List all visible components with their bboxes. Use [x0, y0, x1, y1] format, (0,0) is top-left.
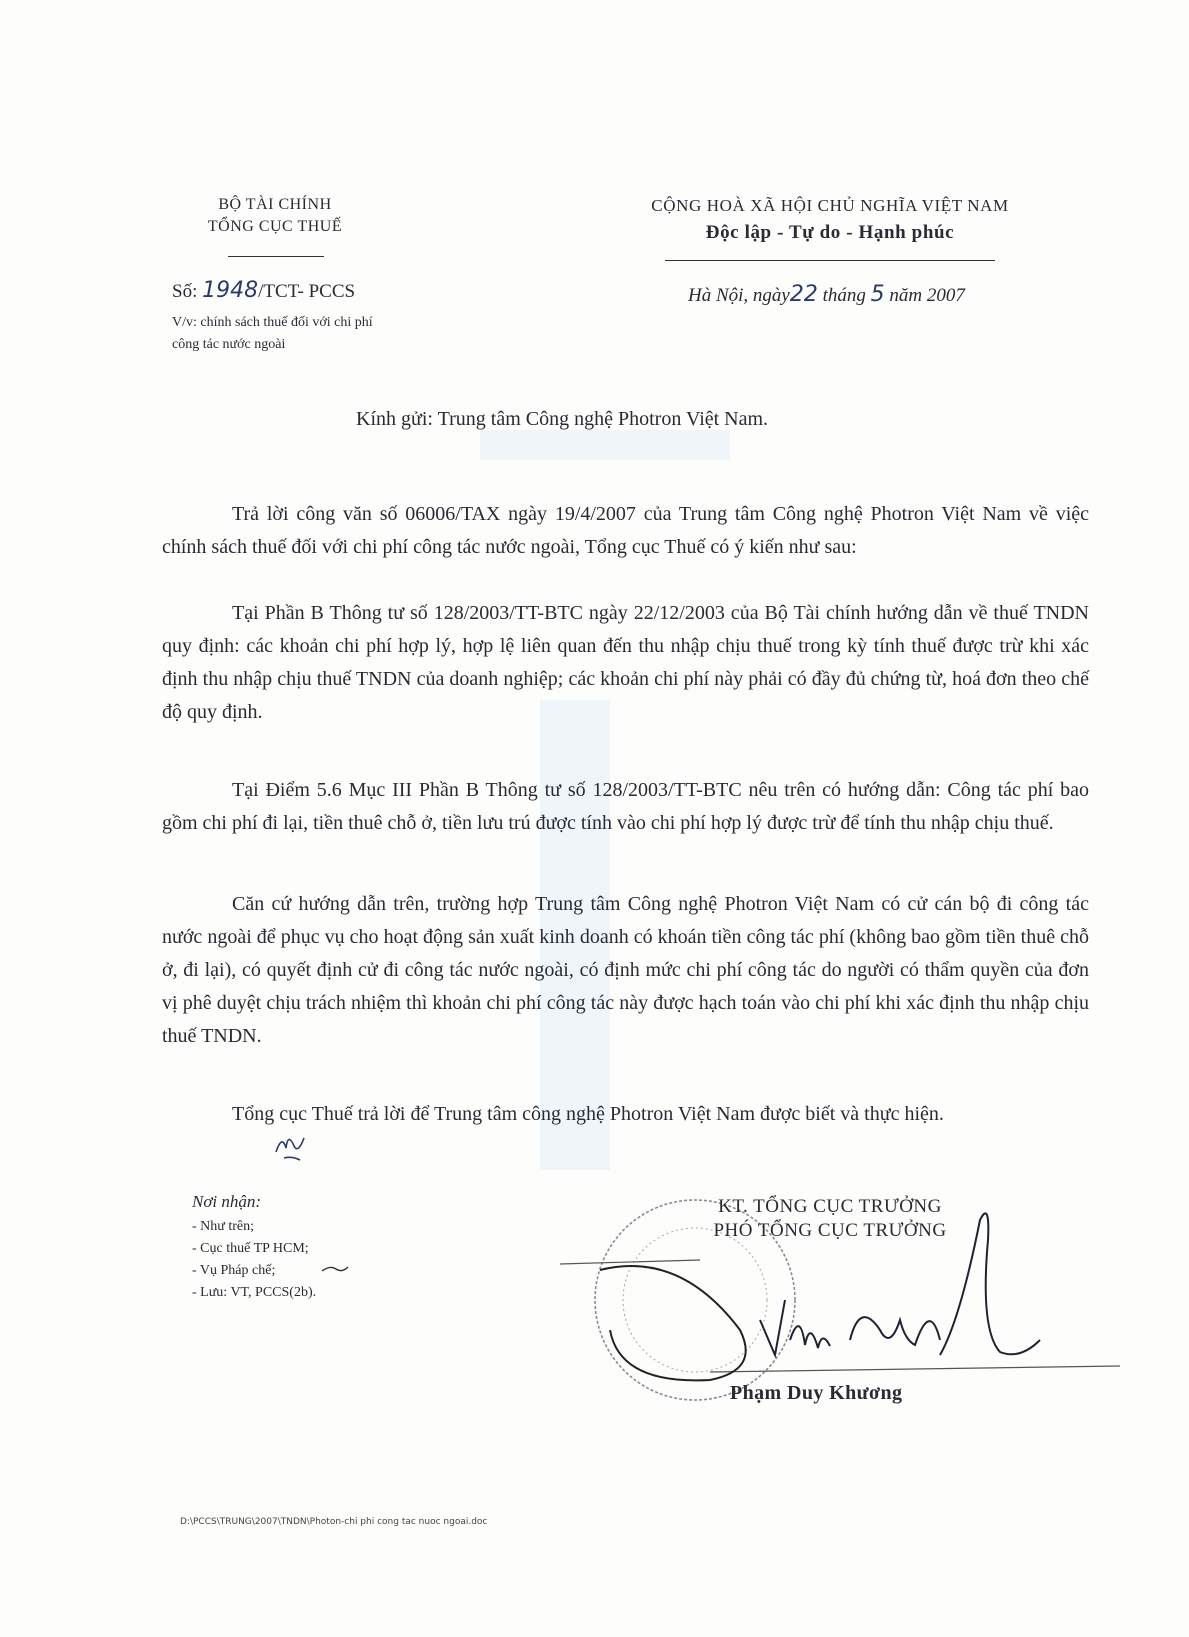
paragraph-1-text: Trả lời công văn số 06006/TAX ngày 19/4/2007 của Trung tâm Công nghệ Photron Việt Nam về việc chính sách thuế đối với chi phí công tác nước ngoài, Tổng cục Thuế có ý kiến như sau: [162, 503, 1089, 558]
issue-date [688, 282, 965, 307]
subject-line-1: V/v: chính sách thuế đối với chi phí [172, 315, 373, 330]
recipient-title: Nơi nhận: [192, 1192, 262, 1211]
paragraph-2-text: Tại Phần B Thông tư số 128/2003/TT-BTC ngày 22/12/2003 của Bộ Tài chính hướng dẫn về thuế TNDN quy định: các khoản chi phí hợp lý, hợp lệ liên quan đến thu nhập chịu thuế trong kỳ tính thuế được trừ khi xác định thu nhập chịu thuế TNDN của doanh nghiệp; các khoản chi phí này phải có đầy đủ chứng từ, hoá đơn theo chế độ quy định. [162, 602, 1089, 723]
file-path-footer: D:\PCCS\TRUNG\2007\TNDN\Photon-chi phi cong tac nuoc ngoai.doc [180, 1517, 488, 1527]
paragraph-1 [162, 498, 1089, 564]
subject-line-2: công tác nước ngoài [172, 337, 286, 352]
scan-artifact [480, 430, 730, 460]
recipient-item: - Cục thuế TP HCM; [192, 1241, 309, 1256]
nation-name: CỘNG HOÀ XÃ HỘI CHỦ NGHĨA VIỆT NAM [651, 196, 1009, 215]
number-suffix: /TCT- PCCS [258, 281, 356, 302]
document-number [172, 278, 355, 303]
signatory-name: Phạm Duy Khương [730, 1382, 903, 1404]
paragraph-3-text: Tại Điểm 5.6 Mục III Phần B Thông tư số 128/2003/TT-BTC nêu trên có hướng dẫn: Công tác phí bao gồm chi phí đi lại, tiền thuê chỗ ở, tiền lưu trú được tính vào chi phí hợp lý được trừ để tính thu nhập chịu thuế. [162, 779, 1089, 834]
recipient-item: - Vụ Pháp chế; [192, 1263, 276, 1278]
number-value: 1948 [202, 278, 259, 303]
national-motto: Độc lập - Tự do - Hạnh phúc [705, 222, 955, 243]
recipient-item: - Như trên; [192, 1219, 255, 1234]
date-month-label: tháng [822, 285, 866, 306]
issuer-block [160, 196, 390, 236]
date-day: 22 [789, 282, 818, 307]
paragraph-4-text: Căn cứ hướng dẫn trên, trường hợp Trung tâm Công nghệ Photron Việt Nam có cử cán bộ đi công tác nước ngoài để phục vụ cho hoạt động sản xuất kinh doanh có khoán tiền công tác phí (không bao gồm tiền thuê chỗ ở, đi lại), có quyết định cử đi công tác nước ngoài, có định mức chi phí công tác do người có thẩm quyền của đơn vị phê duyệt chịu trách nhiệm thì khoản chi phí công tác này được hạch toán vào chi phí khi xác định thu nhập chịu thuế TNDN. [162, 893, 1089, 1047]
handwritten-initial-icon [270, 1124, 310, 1164]
recipient-item: - Lưu: VT, PCCS(2b). [192, 1285, 317, 1300]
date-year: năm 2007 [889, 285, 965, 306]
paragraph-2 [162, 597, 1089, 729]
motto-underline [665, 260, 995, 261]
ministry-name: BỘ TÀI CHÍNH [218, 196, 332, 213]
signatory-block [620, 1196, 1040, 1242]
recipient-list [192, 1216, 316, 1304]
recipient-block [192, 1192, 316, 1304]
date-month: 5 [870, 282, 885, 307]
national-header [580, 196, 1080, 244]
signatory-title-1: KT. TỔNG CỤC TRƯỞNG [718, 1196, 942, 1217]
subject-block [172, 312, 373, 356]
number-prefix: Số: [172, 281, 198, 302]
issuer-underline [228, 256, 324, 257]
handwritten-tick-icon [320, 1264, 350, 1274]
paragraph-3 [162, 774, 1089, 840]
paragraph-5-text: Tổng cục Thuế trả lời để Trung tâm công nghệ Photron Việt Nam được biết và thực hiện. [232, 1103, 944, 1125]
addressee: Kính gửi: Trung tâm Công nghệ Photron Việt Nam. [356, 408, 769, 430]
signatory-title-2: PHÓ TỔNG CỤC TRƯỞNG [713, 1220, 947, 1241]
date-place: Hà Nội, ngày [688, 285, 790, 306]
department-name: TỔNG CỤC THUẾ [207, 218, 343, 235]
paragraph-4 [162, 888, 1089, 1053]
